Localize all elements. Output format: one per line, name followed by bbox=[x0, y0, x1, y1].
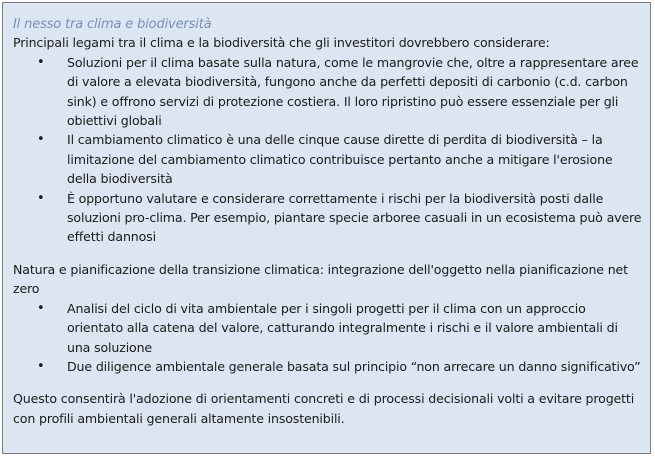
section1-intro: Principali legami tra il clima e la biodiversità che gli investitori dovrebbero considerare: bbox=[13, 35, 550, 51]
list-item bbox=[13, 130, 642, 188]
bullet-icon: • bbox=[37, 358, 45, 374]
list-item-text: Analisi del ciclo di vita ambientale per i singoli progetti per il clima con un approccio orientato alla catena del valore, catturando integralmente i rischi e il valore ambientali di una soluzione bbox=[67, 300, 618, 355]
bullet-icon: • bbox=[37, 54, 45, 70]
bullet-icon: • bbox=[37, 132, 45, 148]
bullet-icon: • bbox=[37, 300, 45, 316]
section2-intro: Natura e pianificazione della transizione climatica: integrazione dell'oggetto nella pianificazione net zero bbox=[13, 261, 628, 297]
info-box bbox=[2, 2, 651, 454]
box-title: Il nesso tra clima e biodiversità bbox=[13, 17, 212, 32]
list-item-text: Il cambiamento climatico è una delle cinque cause dirette di perdita di biodiversità – la limitazione del cambiamento climatico contribuisce pertanto anche a mitigare l'erosione della biodiversità bbox=[67, 132, 613, 187]
list-item bbox=[13, 299, 642, 357]
list-item-text: È opportuno valutare e considerare correttamente i rischi per la biodiversità posti dalle soluzioni pro-clima. Per esempio, piantare specie arboree casuali in un ecosistema può avere effetti dannosi bbox=[67, 190, 642, 245]
section1-bullet-list bbox=[13, 53, 642, 247]
list-item bbox=[13, 357, 642, 376]
list-item-text: Soluzioni per il clima basate sulla natura, come le mangrovie che, oltre a rappresentare aree di valore a elevata biodiversità, fungono anche da perfetti depositi di carbonio (c.d. carbon sink) e offrono servizi di protezione costiera. Il loro ripristino può essere essenziale per gli obiettivi globali bbox=[67, 54, 639, 129]
list-item-text: Due diligence ambientale generale basata sul principio “non arrecare un danno significativo” bbox=[67, 358, 641, 374]
spacer bbox=[13, 376, 642, 389]
spacer bbox=[13, 247, 642, 260]
list-item bbox=[13, 53, 642, 131]
conclusion-paragraph: Questo consentirà l'adozione di orientamenti concreti e di processi decisionali volti a evitare progetti con profili ambientali generali altamente insostenibili. bbox=[13, 391, 635, 426]
section2-bullet-list bbox=[13, 299, 642, 377]
list-item bbox=[13, 189, 642, 247]
bullet-icon: • bbox=[37, 190, 45, 206]
